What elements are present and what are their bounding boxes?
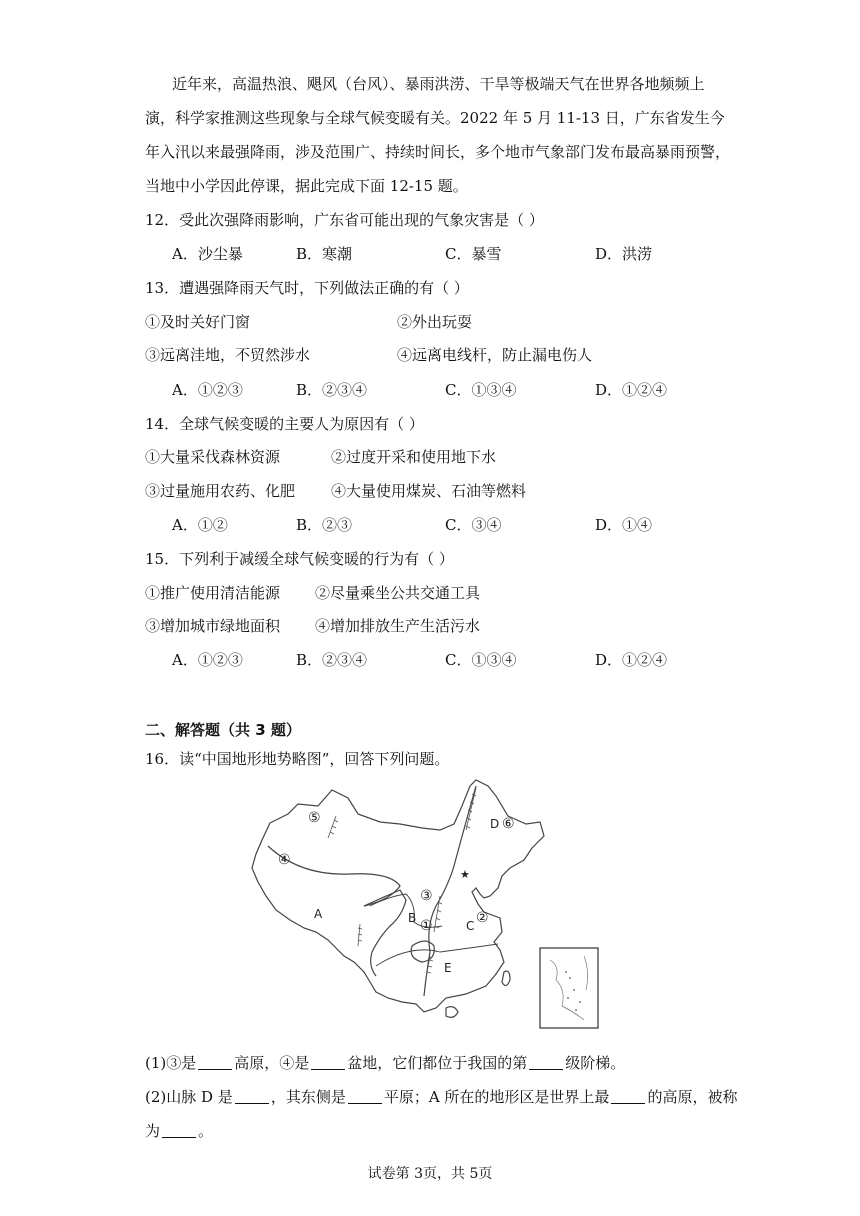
- q14-item-3: ③过量施用农药、化肥: [145, 482, 296, 500]
- answer-blank[interactable]: [529, 1055, 563, 1070]
- q14-item-1: ①大量采伐森林资源: [145, 448, 281, 466]
- q14-stem: 14．全球气候变暖的主要人为原因有（ ）: [145, 415, 424, 433]
- answer-blank[interactable]: [162, 1123, 196, 1138]
- q15-stem: 15．下列利于减缓全球气候变暖的行为有（ ）: [145, 550, 454, 568]
- river-yangtze: [376, 944, 498, 966]
- q16-sub1-part4: 级阶梯。: [565, 1054, 626, 1072]
- answer-blank[interactable]: [198, 1055, 232, 1070]
- q16-sub2-part6: 。: [198, 1122, 214, 1140]
- q12-option-d[interactable]: D．洪涝: [595, 245, 653, 263]
- map-label-2: ②: [476, 910, 489, 926]
- q14-option-b[interactable]: B．②③: [296, 516, 353, 534]
- intro-line-4: 当地中小学因此停课，据此完成下面 12-15 题。: [145, 177, 468, 195]
- q16-sub2-part1: (2)山脉 D 是: [145, 1088, 233, 1106]
- q15-option-d[interactable]: D．①②④: [595, 651, 668, 669]
- q16-sub2-part5: 为: [145, 1122, 161, 1140]
- q13-item-4: ④远离电线杆，防止漏电伤人: [397, 346, 593, 364]
- map-label-5: ⑤: [308, 810, 321, 826]
- map-label-star: ★: [460, 868, 470, 881]
- q16-sub2-cont: [145, 1121, 213, 1141]
- map-label-6: ⑥: [502, 816, 515, 832]
- q13-item-3: ③远离洼地，不贸然涉水: [145, 346, 311, 364]
- q14-item-4: ④大量使用煤炭、石油等燃料: [331, 482, 527, 500]
- q12-option-a[interactable]: A．沙尘暴: [172, 245, 243, 263]
- map-country-outline: [252, 780, 544, 1012]
- q16-sub2: [145, 1087, 737, 1107]
- q13-stem: 13．遭遇强降雨天气时，下列做法正确的有（ ）: [145, 279, 469, 297]
- q14-option-d[interactable]: D．①④: [595, 516, 653, 534]
- q16-sub1-part3: 盆地，它们都位于我国的第: [347, 1054, 528, 1072]
- plateau-boundary: [364, 890, 406, 976]
- q16-stem: 16．读“中国地形地势略图”，回答下列问题。: [145, 750, 450, 768]
- q12-stem: 12．受此次强降雨影响，广东省可能出现的气象灾害是（ ）: [145, 211, 544, 229]
- q15-option-a[interactable]: A．①②③: [172, 651, 243, 669]
- q12-option-c[interactable]: C．暴雪: [445, 245, 502, 263]
- q16-sub2-part2: ，其东侧是: [270, 1088, 346, 1106]
- q15-option-c[interactable]: C．①③④: [445, 651, 517, 669]
- q15-item-2: ②尽量乘坐公共交通工具: [315, 584, 481, 602]
- intro-line-1: 近年来，高温热浪、飓风（台风）、暴雨洪涝、干旱等极端天气在世界各地频频上: [172, 75, 705, 93]
- answer-blank[interactable]: [611, 1089, 645, 1104]
- q15-item-4: ④增加排放生产生活污水: [315, 617, 481, 635]
- map-label-d: D: [490, 817, 500, 831]
- q13-item-1: ①及时关好门窗: [145, 313, 251, 331]
- answer-blank[interactable]: [311, 1055, 345, 1070]
- q15-option-b[interactable]: B．②③④: [296, 651, 368, 669]
- island-taiwan: [502, 971, 510, 986]
- map-label-b: B: [408, 911, 417, 925]
- intro-line-2: 演，科学家推测这些现象与全球气候变暖有关。2022 年 5 月 11-13 日，广东省发生今: [145, 109, 725, 127]
- map-label-c: C: [466, 919, 475, 933]
- q14-option-c[interactable]: C．③④: [445, 516, 502, 534]
- map-label-e: E: [444, 961, 452, 975]
- map-label-1: ①: [420, 918, 433, 934]
- map-label-a: A: [314, 907, 323, 921]
- map-label-4: ④: [278, 852, 291, 868]
- q15-item-1: ①推广使用清洁能源: [145, 584, 281, 602]
- q15-item-3: ③增加城市绿地面积: [145, 617, 281, 635]
- map-label-3: ③: [420, 888, 433, 904]
- q16-sub1-part2: 高原，④是: [234, 1054, 310, 1072]
- q16-sub1-part1: (1)③是: [145, 1054, 197, 1072]
- q14-item-2: ②过度开采和使用地下水: [331, 448, 497, 466]
- china-terrain-map: [240, 776, 620, 1031]
- answer-blank[interactable]: [235, 1089, 269, 1104]
- section-heading: 二、解答题（共 3 题）: [145, 721, 301, 739]
- island-hainan: [446, 1007, 458, 1018]
- answer-blank[interactable]: [348, 1089, 382, 1104]
- q12-option-b[interactable]: B．寒潮: [296, 245, 353, 263]
- q16-sub1: [145, 1053, 625, 1073]
- basin-circle: [411, 941, 434, 962]
- q14-option-a[interactable]: A．①②: [172, 516, 228, 534]
- q13-option-b[interactable]: B．②③④: [296, 381, 368, 399]
- q13-option-c[interactable]: C．①③④: [445, 381, 517, 399]
- q16-sub2-part3: 平原；A 所在的地形区是世界上最: [383, 1088, 610, 1106]
- page-footer: 试卷第 3页，共 5页: [367, 1166, 493, 1182]
- intro-line-3: 年入汛以来最强降雨，涉及范围广、持续时间长，多个地市气象部门发布最高暴雨预警，: [145, 143, 731, 161]
- q16-sub2-part4: 的高原，被称: [647, 1088, 738, 1106]
- south-china-sea-inset: [540, 948, 598, 1028]
- q13-item-2: ②外出玩耍: [397, 313, 473, 331]
- q13-option-a[interactable]: A．①②③: [172, 381, 243, 399]
- q13-option-d[interactable]: D．①②④: [595, 381, 668, 399]
